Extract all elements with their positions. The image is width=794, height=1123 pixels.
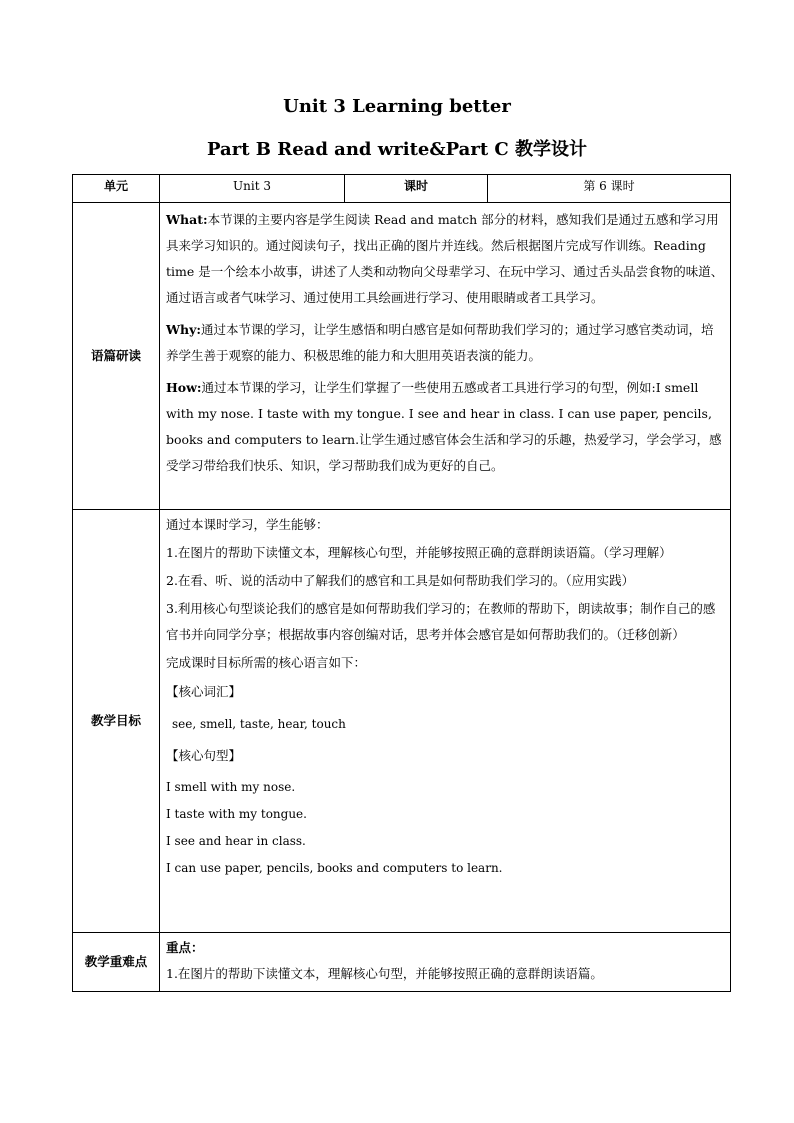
- objective-item-2: 2.在看、听、说的活动中了解我们的感官和工具是如何帮助我们学习的。（应用实践）: [166, 573, 635, 588]
- lesson-plan-table: [72, 174, 731, 992]
- objective-item-1: 1.在图片的帮助下读懂文本，理解核心句型，并能够按照正确的意群朗读语篇。（学习理解）: [166, 545, 672, 560]
- core-language-intro: 完成课时目标所需的核心语言如下：: [166, 655, 367, 670]
- pattern-heading: 【核心句型】: [166, 748, 242, 763]
- keypoints-heading: 重点：: [166, 940, 204, 955]
- document-title: Unit 3 Learning better: [283, 96, 511, 117]
- what-paragraph: [166, 207, 724, 311]
- pattern-2: I taste with my tongue.: [166, 807, 307, 821]
- why-text: 通过本节课的学习，让学生感悟和明白感官是如何帮助我们学习的；通过学习感官类动词，培养学生善于观察的能力、积极思维的能力和大胆用英语表演的能力。: [166, 322, 714, 363]
- objectives-content: [160, 510, 731, 933]
- document-subtitle: Part B Read and write&Part C 教学设计: [207, 139, 587, 160]
- analysis-row: [73, 203, 731, 510]
- why-label: Why:: [166, 322, 202, 337]
- period-label: 课时: [345, 175, 488, 203]
- keypoints-label: 教学重难点: [73, 933, 160, 992]
- vocab-heading: 【核心词汇】: [166, 684, 242, 699]
- how-label: How:: [166, 380, 202, 395]
- how-paragraph: [166, 375, 724, 479]
- unit-label: 单元: [73, 175, 160, 203]
- pattern-1: I smell with my nose.: [166, 780, 296, 794]
- how-text: 通过本节课的学习，让学生们掌握了一些使用五感或者工具进行学习的句型，例如:I smell with my nose. I taste with my tongue. I see and hear in class. I can use paper, pencils, books and computers to learn.让学生通过感官体会生活和学习的乐趣，热爱学习，学会学习，感受学习带给我们快乐、知识，学习帮助我们成为更好的自己。: [166, 380, 722, 473]
- what-text: 本节课的主要内容是学生阅读 Read and match 部分的材料，感知我们是通过五感和学习用具来学习知识的。通过阅读句子，找出正确的图片并连线。然后根据图片完成写作训练。Reading time 是一个绘本小故事，讲述了人类和动物向父母辈学习、在玩中学习、通过舌头品尝食物的味道、通过语言或者气味学习、通过使用工具绘画进行学习、使用眼睛或者工具学习。: [166, 212, 724, 305]
- what-label: What:: [166, 212, 208, 227]
- analysis-content: [160, 203, 731, 510]
- keypoints-row: [73, 933, 731, 992]
- pattern-3: I see and hear in class.: [166, 834, 306, 848]
- objective-item-3: 3.利用核心句型谈论我们的感官是如何帮助我们学习的；在教师的帮助下，朗读故事；制作自己的感官书并向同学分享；根据故事内容创编对话，思考并体会感官是如何帮助我们的。（迁移创新）: [166, 601, 716, 642]
- analysis-label: 语篇研读: [73, 203, 160, 510]
- keypoint-item-1: 1.在图片的帮助下读懂文本，理解核心句型，并能够按照正确的意群朗读语篇。: [166, 966, 603, 981]
- objectives-label: 教学目标: [73, 510, 160, 933]
- objectives-row: [73, 510, 731, 933]
- pattern-4: I can use paper, pencils, books and computers to learn.: [166, 861, 503, 875]
- unit-value: Unit 3: [160, 175, 345, 203]
- header-row: [73, 175, 731, 203]
- objectives-intro: 通过本课时学习，学生能够：: [166, 517, 329, 532]
- vocab-list: see, smell, taste, hear, touch: [172, 717, 346, 731]
- keypoints-content: [160, 933, 731, 992]
- period-value: 第 6 课时: [488, 175, 731, 203]
- why-paragraph: [166, 317, 724, 369]
